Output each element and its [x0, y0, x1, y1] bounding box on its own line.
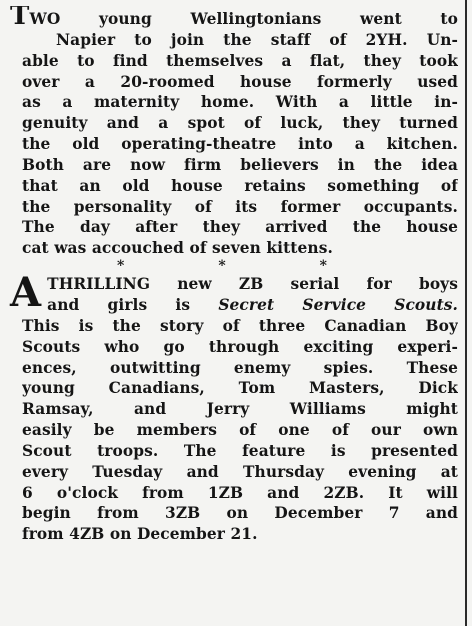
serial-title: Secret Service Scouts.: [218, 295, 458, 314]
text-line: genuity and a spot of luck, they turned: [22, 114, 458, 133]
text-column: [10, 6, 458, 545]
text-line: the old operating-theatre into a kitchen.: [22, 135, 458, 154]
text-line: TWO young Wellingtonians went to: [10, 6, 458, 30]
text-line: as a maternity home. With a little in-: [22, 93, 458, 112]
text-line: every Tuesday and Thursday evening at: [22, 462, 458, 481]
paragraph-zb-serial: [10, 269, 458, 545]
text-line: easily be members of one of our own: [22, 421, 458, 440]
text-line: The day after they arrived the house: [22, 218, 458, 237]
text-line: the personality of its former occupants.: [22, 197, 458, 216]
text-line: young Canadians, Tom Masters, Dick: [22, 379, 458, 398]
text-line: Ramsay, and Jerry Williams might: [22, 400, 458, 419]
text-line: cat was accouched of seven kittens.: [22, 239, 333, 258]
text-line: Scouts who go through exciting experi-: [22, 337, 458, 356]
drop-cap: T: [10, 6, 30, 30]
column-rule: [465, 0, 467, 626]
text-line: that an old house retains something of: [22, 176, 458, 195]
asterisk: *: [319, 258, 327, 275]
paragraph-2yh-staff: [10, 6, 458, 259]
text-line: begin from 3ZB on December 7 and: [22, 504, 458, 523]
text-line: and girls is Secret Service Scouts.: [47, 295, 458, 314]
text-line: from 4ZB on December 21.: [22, 525, 258, 544]
text-line: 6 o'clock from 1ZB and 2ZB. It will: [22, 483, 458, 502]
text-line: THRILLING new ZB serial for boys: [47, 275, 458, 294]
text-line: able to find themselves a flat, they took: [22, 51, 458, 70]
text-line: over a 20-roomed house formerly used: [22, 72, 458, 91]
text-line: Both are now firm believers in the idea: [22, 155, 458, 174]
section-separator: [117, 258, 327, 274]
text-line: Napier to join the staff of 2YH. Un-: [56, 30, 458, 49]
text-line: ences, outwitting enemy spies. These: [22, 358, 458, 377]
asterisk: *: [117, 258, 125, 275]
asterisk: *: [218, 258, 226, 275]
text-line: This is the story of three Canadian Boy: [22, 316, 458, 335]
text-line: Scout troops. The feature is presented: [22, 441, 458, 460]
drop-cap: A: [10, 269, 42, 317]
